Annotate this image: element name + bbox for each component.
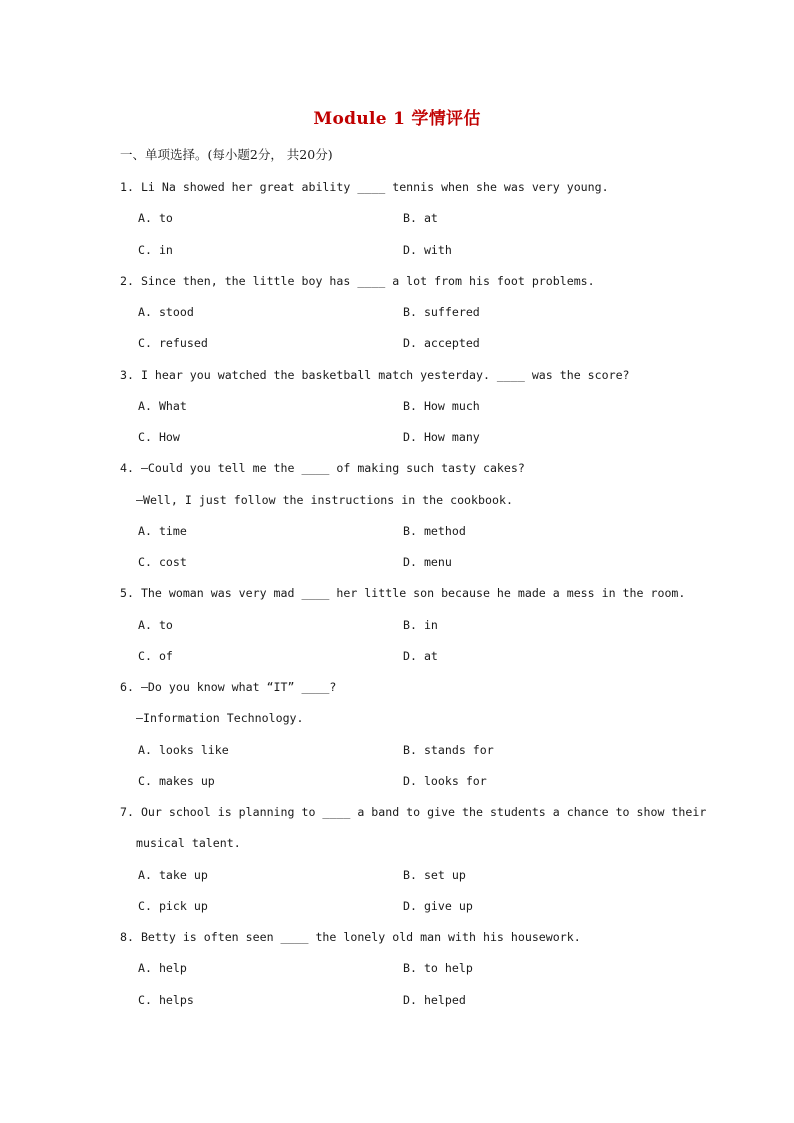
answer-option: B. at (403, 211, 438, 226)
question-stem: 2. Since then, the little boy has ____ a lot from his foot problems. (120, 273, 595, 288)
question-stem: 8. Betty is often seen ____ the lonely old man with his housework. (120, 930, 581, 944)
answer-option: B. stands for (403, 742, 494, 757)
option-row (120, 547, 680, 578)
option-row (120, 641, 680, 672)
answer-option: D. looks for (403, 773, 487, 788)
answer-option: A. time (138, 523, 187, 538)
question-item (120, 672, 680, 797)
answer-option: D. menu (403, 555, 452, 569)
option-row (120, 297, 680, 328)
answer-option: D. helped (403, 992, 466, 1007)
option-row (120, 735, 680, 766)
answer-option: B. to help (403, 961, 473, 976)
answer-option: C. in (138, 242, 173, 257)
option-row (120, 516, 680, 547)
question-stem: 3. I hear you watched the basketball match yesterday. ____ was the score? (120, 367, 630, 382)
answer-option: D. with (403, 242, 452, 257)
answer-option: C. cost (138, 555, 187, 569)
answer-option: A. looks like (138, 742, 229, 757)
question-item (120, 172, 680, 266)
question-stem: 4. —Could you tell me the ____ of making such tasty cakes? (120, 461, 525, 476)
option-row (120, 860, 680, 891)
option-row (120, 985, 680, 1016)
answer-option: A. stood (138, 305, 194, 319)
answer-option: B. set up (403, 867, 466, 882)
question-item (120, 266, 680, 360)
question-stem: 6. —Do you know what “IT” ____? (120, 680, 337, 694)
section-heading: 一、单项选择。(每小题2分， 共20分) (120, 147, 333, 162)
answer-option: D. at (403, 648, 438, 663)
question-list (120, 172, 707, 1016)
option-row (120, 422, 680, 453)
answer-option: D. How many (403, 430, 480, 444)
question-item (120, 578, 686, 672)
answer-option: C. refused (138, 336, 208, 351)
answer-option: A. help (138, 961, 187, 976)
answer-option: D. accepted (403, 336, 480, 351)
option-row (120, 610, 680, 641)
answer-option: C. helps (138, 992, 194, 1007)
question-item (120, 453, 680, 578)
option-row (120, 391, 680, 422)
option-row (120, 235, 680, 266)
answer-option: B. suffered (403, 305, 480, 319)
answer-option: C. pick up (138, 898, 208, 913)
answer-option: B. in (403, 617, 438, 632)
question-item (120, 797, 707, 922)
answer-option: B. method (403, 523, 466, 538)
question-stem: 7. Our school is planning to ____ a band to give the students a chance to show their (120, 805, 707, 819)
answer-option: C. of (138, 648, 173, 663)
answer-option: A. What (138, 398, 187, 413)
option-row (120, 203, 680, 234)
answer-option: C. How (138, 430, 180, 444)
page-title: Module 1 学情评估 (313, 109, 481, 129)
answer-option: C. makes up (138, 773, 215, 788)
question-stem: 1. Li Na showed her great ability ____ tennis when she was very young. (120, 180, 609, 194)
question-item (120, 922, 680, 1016)
answer-option: B. How much (403, 398, 480, 413)
answer-option: A. to (138, 617, 173, 632)
option-row (120, 891, 680, 922)
option-row (120, 766, 680, 797)
option-row (120, 328, 680, 359)
question-stem: 5. The woman was very mad ____ her little son because he made a mess in the room. (120, 586, 686, 601)
answer-option: D. give up (403, 898, 473, 913)
answer-option: A. to (138, 211, 173, 226)
question-continuation: —Well, I just follow the instructions in the cookbook. (136, 492, 513, 507)
question-item (120, 360, 680, 454)
answer-option: A. take up (138, 867, 208, 882)
option-row (120, 953, 680, 984)
question-continuation: —Information Technology. (136, 711, 304, 726)
question-continuation: musical talent. (136, 836, 241, 851)
